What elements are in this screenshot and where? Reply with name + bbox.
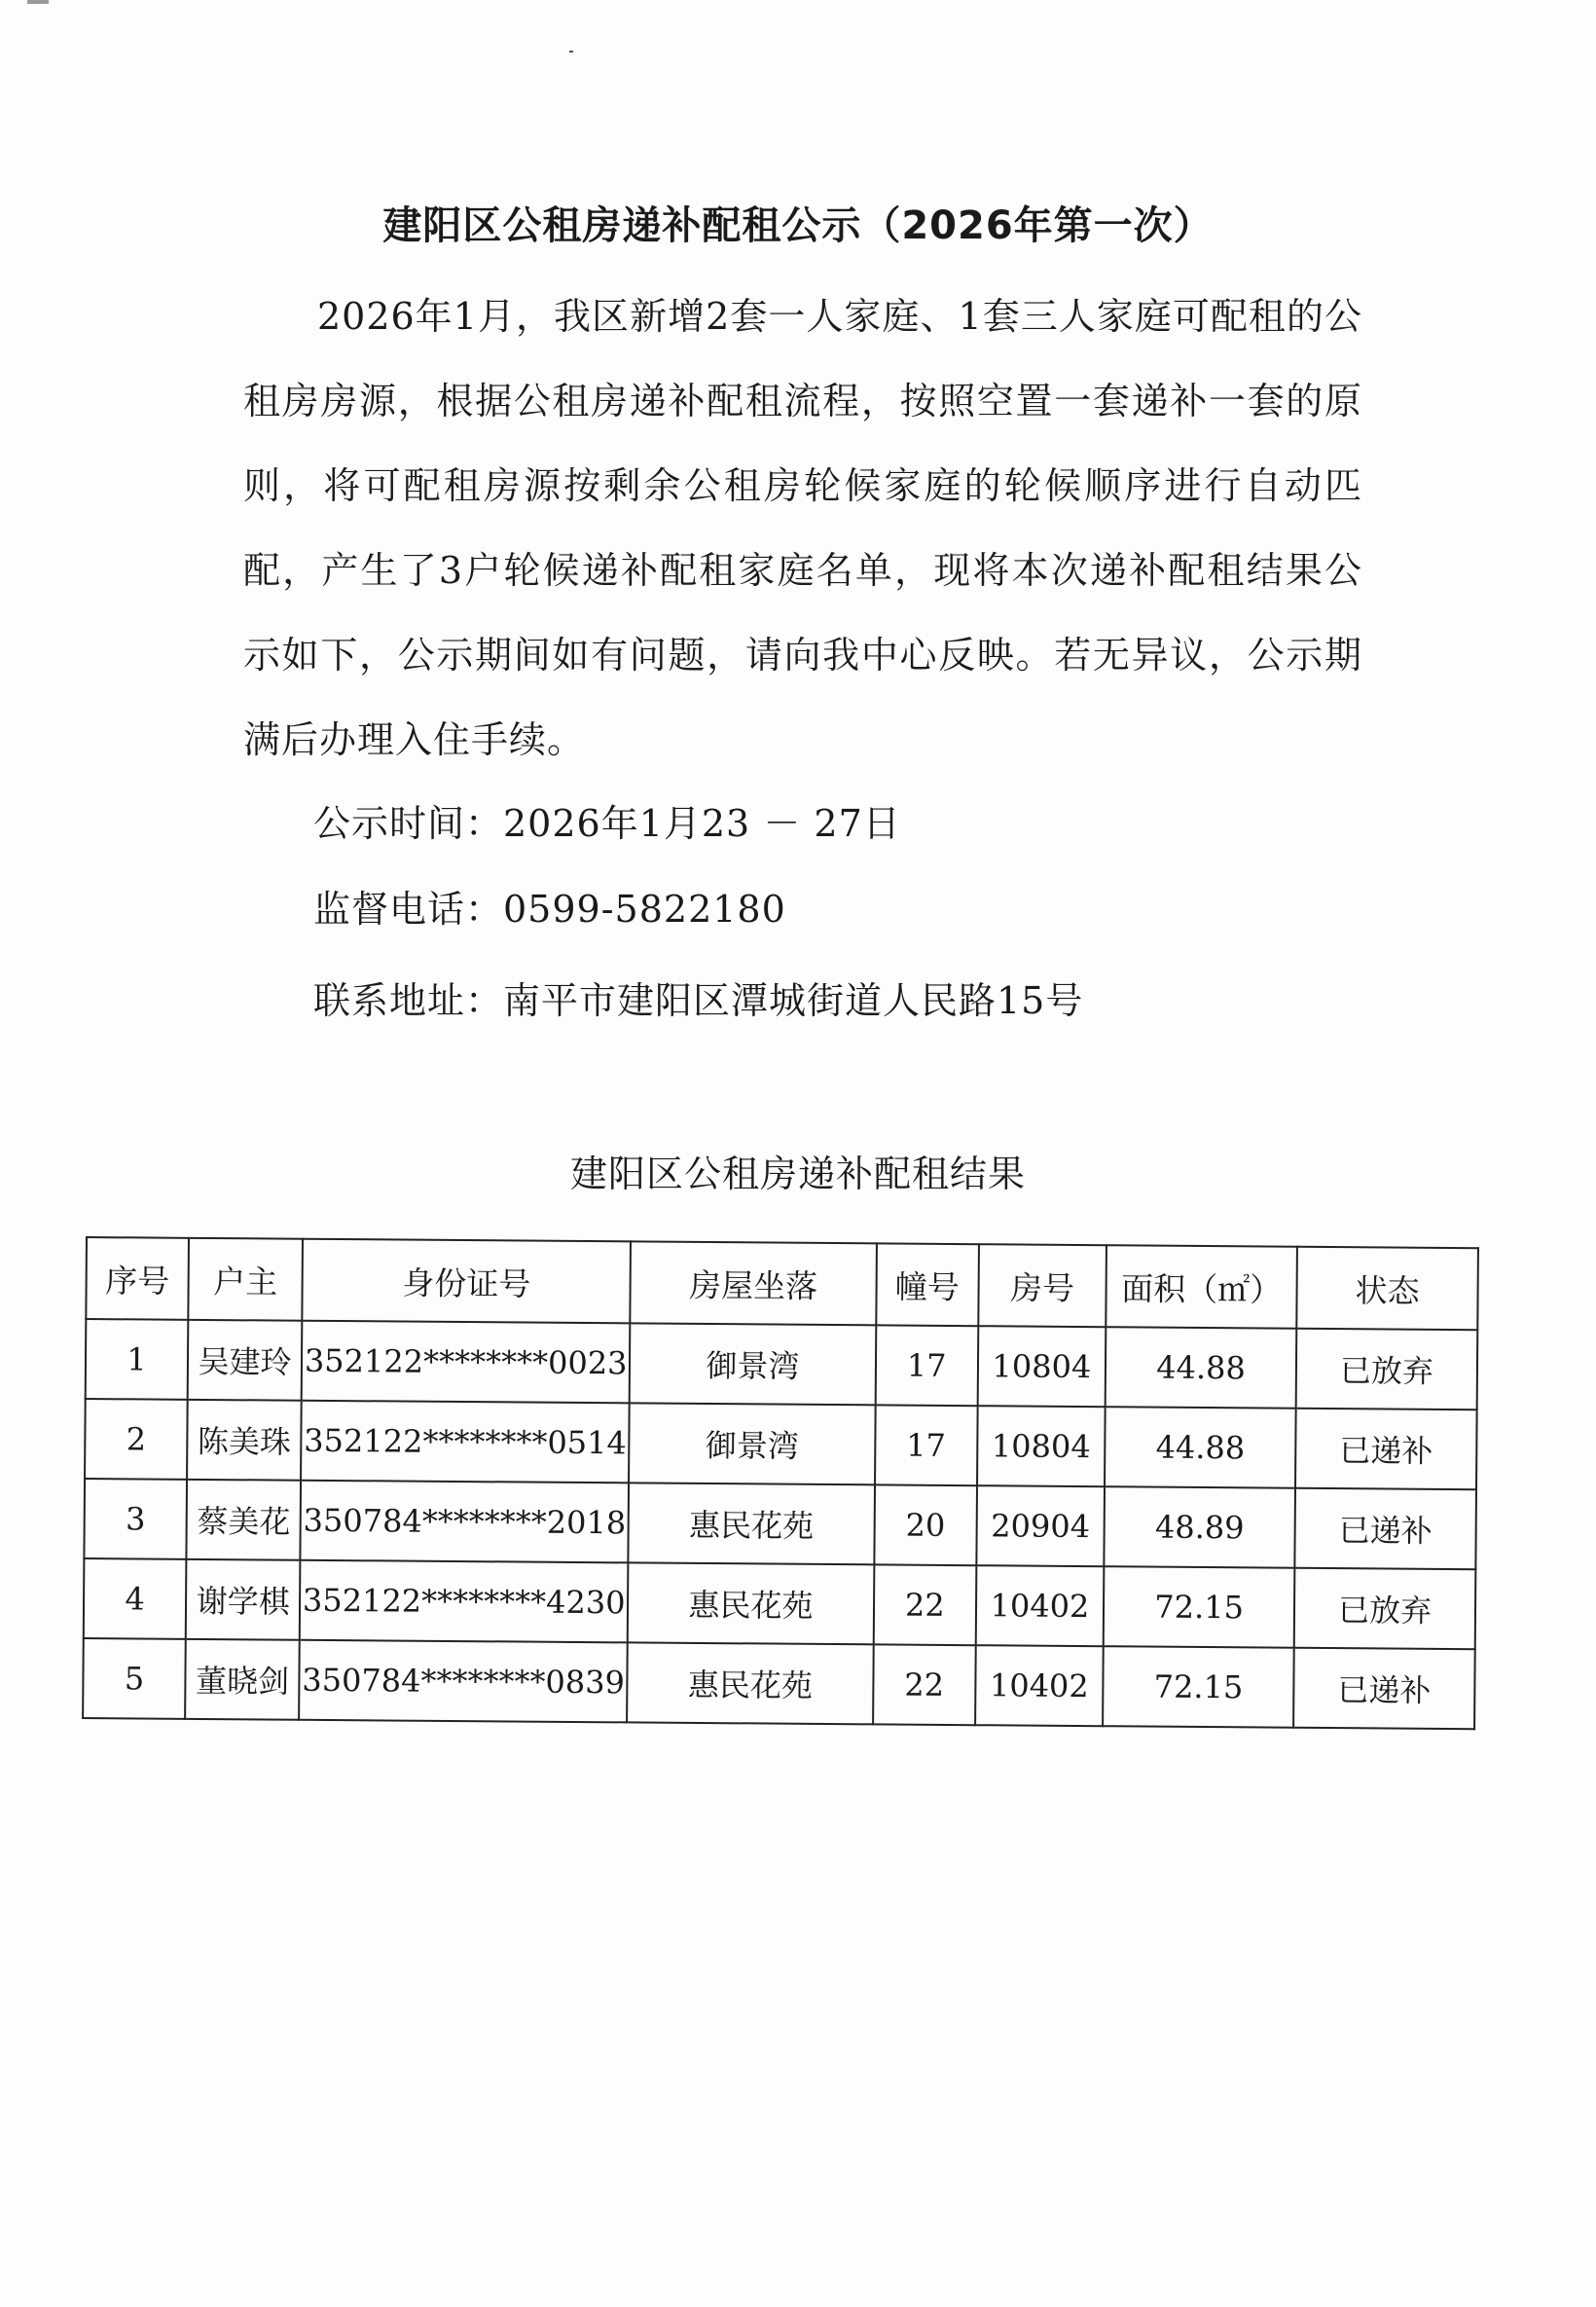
table-cell: 惠民花苑	[629, 1483, 875, 1564]
table-cell: 已递补	[1293, 1648, 1475, 1729]
header-cell: 幢号	[876, 1243, 979, 1326]
table-cell: 352122********0514	[301, 1401, 630, 1483]
table-cell: 5	[83, 1638, 186, 1719]
notice-paragraph: 2026年1月，我区新增2套一人家庭、1套三人家庭可配租的公租房房源，根据公租房递补配租流程，按照空置一套递补一套的原则，将可配租房源按剩余公租房轮候家庭的轮候顺序进行自动匹配，产生了3户轮候递补配租家庭名单，现将本次递补配租结果公示如下，公示期间如有问题，请向我中心反映。若无异议，公示期满后办理入住手续。	[243, 295, 1362, 761]
table-cell: 4	[84, 1558, 187, 1639]
table-cell: 董晓剑	[185, 1639, 300, 1720]
table-cell: 22	[873, 1644, 976, 1725]
header-cell: 户主	[188, 1238, 303, 1321]
document-title: 建阳区公租房递补配租公示（2026年第一次）	[382, 203, 1214, 248]
scan-dot	[569, 51, 573, 53]
table-cell: 已递补	[1295, 1409, 1477, 1489]
table-cell: 48.89	[1104, 1486, 1295, 1568]
table-row	[86, 1319, 1478, 1410]
table-cell: 陈美珠	[187, 1400, 302, 1481]
supervision-phone: 监督电话：0599-5822180	[313, 888, 786, 931]
table-cell: 352122********4230	[300, 1560, 629, 1643]
table-cell: 44.88	[1105, 1407, 1296, 1488]
table-cell: 10402	[976, 1565, 1105, 1646]
table-cell: 10804	[977, 1326, 1106, 1407]
contact-address: 联系地址：南平市建阳区潭城街道人民路15号	[313, 979, 1084, 1022]
table-cell: 22	[873, 1564, 976, 1645]
header-cell: 身份证号	[303, 1239, 632, 1324]
result-table	[82, 1236, 1479, 1730]
table-row	[83, 1638, 1475, 1729]
table-cell: 44.88	[1106, 1327, 1297, 1409]
table-title: 建阳区公租房递补配租结果	[569, 1153, 1026, 1195]
table-cell: 蔡美花	[186, 1480, 301, 1560]
table-cell: 已递补	[1294, 1488, 1476, 1569]
table-cell: 3	[84, 1479, 187, 1559]
table-cell: 已放弃	[1296, 1329, 1478, 1410]
table-cell: 17	[875, 1325, 978, 1406]
header-cell: 房屋坐落	[631, 1241, 877, 1325]
header-cell: 房号	[978, 1244, 1106, 1327]
table-cell: 已放弃	[1294, 1568, 1476, 1649]
table-header-row	[86, 1237, 1478, 1330]
table-cell: 350784********0839	[299, 1640, 628, 1723]
table-cell: 惠民花苑	[627, 1642, 873, 1724]
table-cell: 1	[86, 1319, 189, 1400]
table-cell: 20904	[976, 1485, 1105, 1566]
table-cell: 72.15	[1103, 1646, 1294, 1728]
header-cell: 序号	[86, 1237, 189, 1320]
table-cell: 17	[875, 1405, 978, 1485]
table-cell: 御景湾	[630, 1323, 876, 1405]
table-cell: 72.15	[1104, 1566, 1295, 1648]
notice-time: 公示时间：2026年1月23 － 27日	[313, 802, 901, 845]
table-cell: 惠民花苑	[628, 1562, 874, 1644]
header-cell: 状态	[1296, 1247, 1478, 1330]
table-row	[85, 1399, 1477, 1489]
table-cell: 10402	[975, 1645, 1104, 1726]
table-cell: 吴建玲	[188, 1320, 303, 1401]
table-cell: 20	[874, 1484, 977, 1565]
header-cell: 面积（㎡）	[1106, 1245, 1297, 1329]
scan-mark	[27, 0, 49, 4]
table-cell: 御景湾	[629, 1403, 875, 1484]
table-row	[84, 1558, 1476, 1649]
table-row	[84, 1479, 1476, 1569]
table-cell: 10804	[977, 1406, 1106, 1486]
table-cell: 350784********2018	[301, 1481, 630, 1563]
table-cell: 谢学棋	[186, 1559, 301, 1640]
table-cell: 2	[85, 1399, 188, 1480]
table-cell: 352122********0023	[302, 1321, 631, 1404]
